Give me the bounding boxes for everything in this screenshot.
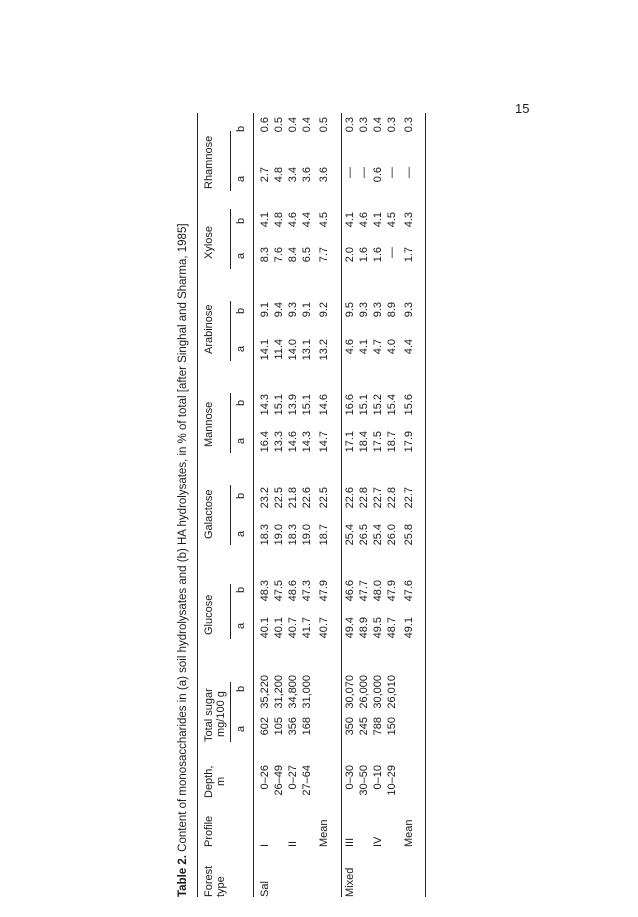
cell-glu-b: 46.6 xyxy=(344,580,356,602)
cell-ts-a: 350 xyxy=(344,717,356,736)
cell-gal-b: 22.8 xyxy=(386,487,398,509)
cell-man-b: 15.1 xyxy=(358,394,370,416)
subheader-glu-b: b xyxy=(235,586,247,593)
cell-xyl-a: 7.6 xyxy=(273,247,285,263)
cell-ara-a: 11.4 xyxy=(273,339,285,360)
cell-ara-a: 4.1 xyxy=(358,339,370,355)
cell-gal-b: 22.6 xyxy=(301,487,313,509)
caption-text: Content of monosaccharides in (a) soil hydrolysates and (b) HA hydrolysates, in % of total [after Singhal and Sharma, 1985] xyxy=(177,223,189,852)
cell-xyl-b: 4.5 xyxy=(386,212,398,228)
cell-man-a: 14.6 xyxy=(287,431,299,453)
cell-gal-b: 22.5 xyxy=(318,487,330,509)
header-total-sugar-unit: mg/100 g xyxy=(215,691,227,737)
cell-glu-a: 40.7 xyxy=(318,617,330,639)
cell-ara-a: 14.1 xyxy=(259,339,271,361)
subheader-xyl-b: b xyxy=(235,217,247,224)
cell-xyl-b: 4.4 xyxy=(301,212,313,228)
cell-xyl-b: 4.3 xyxy=(403,212,415,228)
cell-ara-a: 4.7 xyxy=(372,339,384,355)
cell-glu-a: 40.7 xyxy=(287,617,299,639)
cell-profile: III xyxy=(344,837,356,847)
subheader-glu-a: a xyxy=(235,622,247,629)
cell-rha-a: — xyxy=(403,167,415,178)
cell-xyl-a: 6.5 xyxy=(301,247,313,263)
sub-rule-galactose xyxy=(230,485,231,545)
cell-glu-a: 49.5 xyxy=(372,617,384,639)
cell-ara-b: 9.3 xyxy=(287,302,299,318)
cell-gal-a: 26.0 xyxy=(386,524,398,546)
cell-xyl-b: 4.1 xyxy=(259,212,271,228)
cell-rha-b: 0.3 xyxy=(386,117,398,133)
cell-rha-b: 0.4 xyxy=(372,117,384,133)
cell-ara-a: 4.0 xyxy=(386,339,398,355)
cell-rha-a: 2.7 xyxy=(259,167,271,183)
cell-man-b: 16.6 xyxy=(344,394,356,416)
cell-ts-b: 34,800 xyxy=(287,675,299,709)
cell-ts-b: 30,000 xyxy=(372,675,384,709)
cell-glu-b: 48.6 xyxy=(287,580,299,602)
header-depth-unit: m xyxy=(215,776,227,786)
cell-ts-a: 150 xyxy=(386,717,398,736)
cell-man-a: 17.9 xyxy=(403,431,415,453)
cell-rha-a: — xyxy=(344,167,356,178)
cell-ara-b: 9.1 xyxy=(301,302,313,318)
cell-depth: 0–30 xyxy=(344,765,356,790)
cell-glu-a: 41.7 xyxy=(301,617,313,639)
cell-man-b: 15.2 xyxy=(372,394,384,416)
cell-depth: 0–26 xyxy=(259,765,271,790)
cell-glu-b: 47.6 xyxy=(403,580,415,602)
cell-gal-a: 18.3 xyxy=(287,524,299,546)
cell-gal-b: 22.7 xyxy=(372,487,384,509)
cell-glu-b: 47.5 xyxy=(273,580,285,602)
cell-gal-b: 22.8 xyxy=(358,487,370,509)
subheader-ts-a: a xyxy=(235,725,247,732)
subheader-gal-b: b xyxy=(235,492,247,499)
page-number: 15 xyxy=(515,101,530,116)
sub-rule-glucose xyxy=(230,584,231,639)
cell-xyl-a: 1.6 xyxy=(372,247,384,263)
cell-rha-b: 0.4 xyxy=(301,117,313,133)
cell-gal-a: 18.3 xyxy=(259,524,271,546)
cell-man-a: 13.3 xyxy=(273,431,285,453)
sub-rule-rhamnose xyxy=(230,131,231,191)
cell-ara-b: 9.3 xyxy=(372,302,384,318)
cell-rha-b: 0.4 xyxy=(287,117,299,133)
cell-ts-b: 26,000 xyxy=(358,675,370,709)
table-caption xyxy=(177,223,189,897)
sub-rule-total-sugar xyxy=(230,682,231,742)
cell-man-b: 15.1 xyxy=(301,394,313,416)
header-galactose: Galactose xyxy=(203,489,215,539)
cell-ts-b: 30,070 xyxy=(344,675,356,709)
subheader-rha-a: a xyxy=(235,175,247,182)
cell-ara-a: 14.0 xyxy=(287,339,299,361)
header-forest: Forest xyxy=(203,865,215,897)
header-mannose: Mannose xyxy=(203,401,215,447)
header-rhamnose: Rhamnose xyxy=(203,135,215,189)
cell-ts-b: 35,220 xyxy=(259,675,271,709)
cell-xyl-a: — xyxy=(386,247,398,258)
cell-xyl-b: 4.6 xyxy=(287,212,299,228)
cell-gal-a: 25.4 xyxy=(344,524,356,546)
cell-ara-b: 9.4 xyxy=(273,302,285,318)
cell-glu-b: 48.0 xyxy=(372,580,384,602)
cell-ara-a: 4.6 xyxy=(344,339,356,355)
cell-man-a: 14.3 xyxy=(301,431,313,453)
cell-ts-a: 788 xyxy=(372,717,384,736)
cell-ara-b: 9.1 xyxy=(259,302,271,318)
cell-gal-a: 26.5 xyxy=(358,524,370,546)
header-profile: Profile xyxy=(203,815,215,847)
cell-xyl-a: 2.0 xyxy=(344,247,356,263)
cell-rha-b: 0.5 xyxy=(273,117,285,133)
subheader-xyl-a: a xyxy=(235,252,247,259)
cell-profile: IV xyxy=(372,836,384,847)
cell-gal-b: 23.2 xyxy=(259,487,271,509)
cell-profile: Mean xyxy=(403,819,415,847)
cell-xyl-b: 4.5 xyxy=(318,212,330,228)
cell-depth: 0–10 xyxy=(372,765,384,790)
cell-xyl-a: 8.3 xyxy=(259,247,271,263)
cell-man-a: 17.5 xyxy=(372,431,384,453)
cell-xyl-b: 4.1 xyxy=(344,212,356,228)
cell-glu-a: 48.9 xyxy=(358,617,370,639)
cell-gal-b: 22.7 xyxy=(403,487,415,509)
cell-rha-a: — xyxy=(358,167,370,178)
cell-gal-a: 25.8 xyxy=(403,524,415,546)
cell-man-b: 14.6 xyxy=(318,394,330,416)
cell-glu-b: 47.3 xyxy=(301,580,313,602)
cell-rha-b: 0.3 xyxy=(358,117,370,133)
cell-xyl-b: 4.1 xyxy=(372,212,384,228)
cell-xyl-a: 8.4 xyxy=(287,247,299,263)
cell-rha-b: 0.3 xyxy=(344,117,356,133)
cell-ts-b: 31,000 xyxy=(301,675,313,709)
cell-man-b: 14.3 xyxy=(259,394,271,416)
cell-gal-a: 18.7 xyxy=(318,524,330,546)
header-glucose: Glucose xyxy=(203,594,215,635)
cell-man-b: 15.6 xyxy=(403,394,415,416)
cell-man-a: 16.4 xyxy=(259,431,271,453)
cell-ara-b: 9.3 xyxy=(403,302,415,318)
cell-ts-a: 105 xyxy=(273,717,285,736)
cell-gal-a: 19.0 xyxy=(273,524,285,546)
cell-rha-a: 4.8 xyxy=(273,167,285,183)
cell-gal-a: 25.4 xyxy=(372,524,384,546)
cell-glu-a: 40.1 xyxy=(273,617,285,639)
subheader-ara-a: a xyxy=(235,345,247,352)
cell-ts-a: 245 xyxy=(358,717,370,736)
cell-rha-b: 0.5 xyxy=(318,117,330,133)
caption-label: Table 2. xyxy=(177,855,189,897)
cell-profile: I xyxy=(259,843,271,847)
header-rule xyxy=(253,113,254,897)
sub-rule-mannose xyxy=(230,393,231,453)
cell-depth: 0–27 xyxy=(287,765,299,790)
cell-ara-b: 9.2 xyxy=(318,302,330,318)
cell-depth: 30–50 xyxy=(358,765,370,796)
cell-xyl-b: 4.8 xyxy=(273,212,285,228)
cell-man-b: 15.4 xyxy=(386,394,398,416)
cell-xyl-b: 4.6 xyxy=(358,212,370,228)
header-xylose: Xylose xyxy=(203,225,215,259)
cell-glu-a: 48.7 xyxy=(386,617,398,639)
cell-gal-b: 22.5 xyxy=(273,487,285,509)
cell-glu-a: 40.1 xyxy=(259,617,271,639)
cell-glu-b: 48.3 xyxy=(259,580,271,602)
cell-profile: Mean xyxy=(318,819,330,847)
cell-glu-b: 47.9 xyxy=(386,580,398,602)
cell-xyl-a: 1.6 xyxy=(358,247,370,263)
bottom-rule xyxy=(425,113,426,897)
cell-depth: 26–49 xyxy=(273,765,285,796)
header-total-sugar: Total sugar xyxy=(203,688,215,742)
sub-rule-arabinose xyxy=(230,301,231,361)
cell-rha-a: 3.6 xyxy=(301,167,313,183)
cell-profile: II xyxy=(287,840,299,847)
cell-xyl-a: 1.7 xyxy=(403,247,415,263)
subheader-man-a: a xyxy=(235,437,247,444)
cell-rha-b: 0.3 xyxy=(403,117,415,133)
subheader-ara-b: b xyxy=(235,307,247,314)
header-arabinose: Arabinose xyxy=(203,304,215,354)
cell-man-a: 14.7 xyxy=(318,431,330,453)
cell-ara-b: 9.3 xyxy=(358,302,370,318)
subheader-rha-b: b xyxy=(235,125,247,132)
cell-man-a: 18.7 xyxy=(386,431,398,453)
cell-ara-b: 9.5 xyxy=(344,302,356,318)
cell-ts-a: 356 xyxy=(287,717,299,736)
cell-glu-a: 49.1 xyxy=(403,617,415,639)
cell-man-a: 17.1 xyxy=(344,431,356,453)
cell-ts-a: 168 xyxy=(301,717,313,736)
group-rule xyxy=(341,113,342,897)
cell-forest: Mixed xyxy=(344,867,356,897)
cell-gal-b: 22.6 xyxy=(344,487,356,509)
subheader-ts-b: b xyxy=(235,685,247,692)
cell-glu-b: 47.7 xyxy=(358,580,370,602)
cell-depth: 27–64 xyxy=(301,765,313,796)
cell-rha-a: 3.6 xyxy=(318,167,330,183)
cell-forest: Sal xyxy=(259,881,271,897)
cell-rha-a: 3.4 xyxy=(287,167,299,183)
cell-glu-b: 47.9 xyxy=(318,580,330,602)
cell-ara-b: 8.9 xyxy=(386,302,398,318)
subheader-gal-a: a xyxy=(235,530,247,537)
cell-xyl-a: 7.7 xyxy=(318,247,330,263)
cell-gal-b: 21.8 xyxy=(287,487,299,509)
cell-depth: 10–29 xyxy=(386,765,398,796)
cell-ara-a: 13.1 xyxy=(301,339,313,361)
cell-glu-a: 49.4 xyxy=(344,617,356,639)
cell-gal-a: 19.0 xyxy=(301,524,313,546)
cell-ts-a: 602 xyxy=(259,717,271,736)
header-forest-2: type xyxy=(215,876,227,897)
subheader-man-b: b xyxy=(235,399,247,406)
cell-ara-a: 4.4 xyxy=(403,339,415,355)
rotated-table xyxy=(173,97,443,917)
cell-rha-a: 0.6 xyxy=(372,167,384,183)
cell-man-b: 13.9 xyxy=(287,394,299,416)
header-depth: Depth, xyxy=(203,765,215,798)
cell-man-a: 18.4 xyxy=(358,431,370,453)
cell-rha-a: — xyxy=(386,167,398,178)
sub-rule-xylose xyxy=(230,209,231,269)
cell-ara-a: 13.2 xyxy=(318,339,330,361)
cell-ts-b: 31,200 xyxy=(273,675,285,709)
cell-rha-b: 0.6 xyxy=(259,117,271,133)
top-rule xyxy=(197,113,198,897)
cell-ts-b: 26,010 xyxy=(386,675,398,709)
cell-man-b: 15.1 xyxy=(273,394,285,416)
